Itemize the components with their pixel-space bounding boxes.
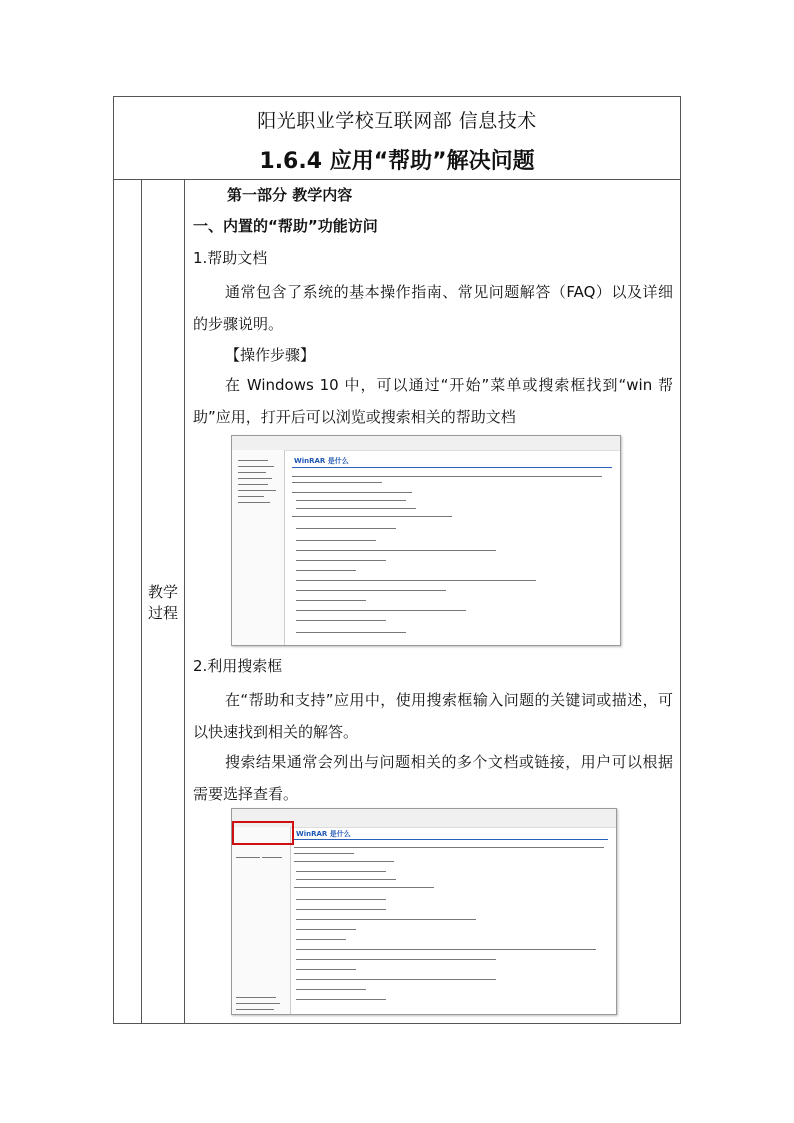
window-toolbar <box>232 436 620 451</box>
section-heading: 一、内置的“帮助”功能访问 <box>193 217 378 235</box>
search-box-highlight <box>232 821 294 845</box>
header-divider <box>113 179 681 180</box>
paragraph-search-1: 在“帮助和支持”应用中，使用搜索框输入问题的关键词或描述，可以快速找到相关的解答。 <box>193 691 673 741</box>
steps-label: 【操作步骤】 <box>225 346 316 364</box>
column-divider-2 <box>184 179 185 1024</box>
lesson-title: 1.6.4 应用“帮助”解决问题 <box>259 149 535 174</box>
help-window-screenshot-1 <box>231 435 621 646</box>
paragraph-steps: 在 Windows 10 中，可以通过“开始”菜单或搜索框找到“win 帮助”应用，打开后可以浏览或搜索相关的帮助文档 <box>193 376 673 426</box>
paragraph-help-docs: 通常包含了系统的基本操作指南、常见问题解答（FAQ）以及详细的步骤说明。 <box>193 283 673 333</box>
help-sidebar <box>232 450 285 645</box>
subheading-search: 2.利用搜索框 <box>193 657 283 675</box>
help-sidebar <box>232 827 291 1014</box>
side-label: 教学过程 <box>147 583 178 622</box>
subheading-help-docs: 1.帮助文档 <box>193 249 268 267</box>
help-window-screenshot-2 <box>231 808 617 1015</box>
paragraph-search-2: 搜索结果通常会列出与问题相关的多个文档或链接，用户可以根据需要选择查看。 <box>193 753 673 803</box>
help-page-title: WinRAR 是什么 <box>294 457 349 465</box>
help-page-title: WinRAR 是什么 <box>296 830 351 838</box>
school-title: 阳光职业学校互联网部 信息技术 <box>257 110 537 132</box>
part-heading: 第一部分 教学内容 <box>227 186 353 204</box>
